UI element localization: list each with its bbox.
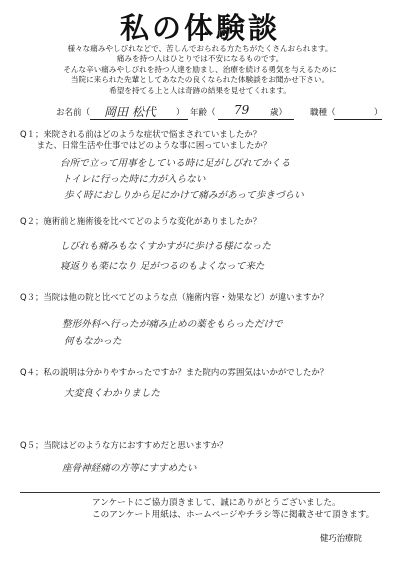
age-label: 年齢（: [190, 108, 216, 118]
age-value: 79: [234, 103, 250, 117]
question-line: Q４；私の説明は分かりやすかったですか？また院内の雰囲気はいかがでしたか？: [20, 367, 329, 377]
question-1: [20, 129, 271, 151]
intro-line: 痛みを持つ人はひとりでは不安になるものです。: [116, 54, 284, 64]
footer-line: このアンケート用紙は、ホームページやチラシ等に掲載させて頂きます。: [92, 509, 375, 520]
question-line: Q３；当院は他の院と比べてどのような点（施術内容・効果など）が違いますか？: [20, 292, 329, 302]
answer-line: 歩く時におしりから足にかけて痛みがあって歩きづらい: [64, 190, 304, 201]
question-line: Q２；施術前と施術後を比べてどのような変化がありましたか？: [20, 216, 262, 226]
intro-text: [20, 44, 380, 96]
age-close: 歳）: [270, 108, 288, 118]
job-label: 職種（: [310, 108, 336, 118]
age-underline: [218, 119, 294, 120]
intro-line: 当院に来られた先輩としてあなたの良くなられた体験談をお聞かせ下さい。: [70, 75, 330, 85]
question-5: [20, 440, 228, 451]
job-underline: [334, 119, 382, 120]
name-close: ）: [176, 108, 185, 118]
name-value: 岡田 松代: [104, 105, 156, 119]
job-close: ）: [374, 108, 383, 118]
name-label: お名前（: [56, 108, 91, 118]
answer-line: トイレに行った時に力が入らない: [62, 174, 206, 185]
intro-line: そんな辛い痛みやしびれを持つ人達を励まし、治療を続ける勇気を与えるために: [63, 64, 337, 74]
question-line: Q５；当院はどのような方におすすめだと思いますか？: [20, 440, 228, 450]
answer-line: 寝返りも楽になり 足がつるのもよくなって来た: [60, 261, 265, 272]
clinic-name: 健巧治療院: [320, 533, 362, 543]
question-3: [20, 292, 328, 303]
answer-line: 台所で立って用事をしている時に足がしびれてかくる: [60, 158, 291, 169]
question-4: [20, 367, 328, 378]
footer-divider: [20, 492, 380, 493]
question-line: Q１；来院される前はどのような症状で悩まされていましたか？: [20, 129, 262, 139]
question-line: また、日常生活や仕事ではどのような事に困っていましたか？: [20, 140, 272, 150]
footer-line: アンケートにご協力頂きまして、誠にありがとうございました。: [92, 498, 341, 508]
intro-line: 希望を持てる上と人は奇跡の結果を見せてくれます。: [109, 85, 291, 95]
respondent-info: [56, 103, 386, 121]
answer-line: 座骨神経痛の方等にすすめたい: [62, 463, 197, 474]
intro-line: 様々な痛みやしびれなどで、苦しんでおられる方たちがたくさんおられます。: [67, 44, 333, 53]
answer-line: 整形外科へ行ったが痛み止めの薬をもらっただけで: [62, 319, 283, 330]
answer-line: 大変良くわかりました: [64, 388, 160, 399]
name-underline: [90, 119, 188, 120]
question-2: [20, 216, 261, 227]
answer-line: 何もなかった: [64, 336, 122, 347]
footer-note: [92, 498, 374, 521]
page-title: 私の体験談: [119, 11, 280, 45]
answer-line: しびれも痛みもなくすかすがに歩ける様になった: [60, 241, 272, 252]
